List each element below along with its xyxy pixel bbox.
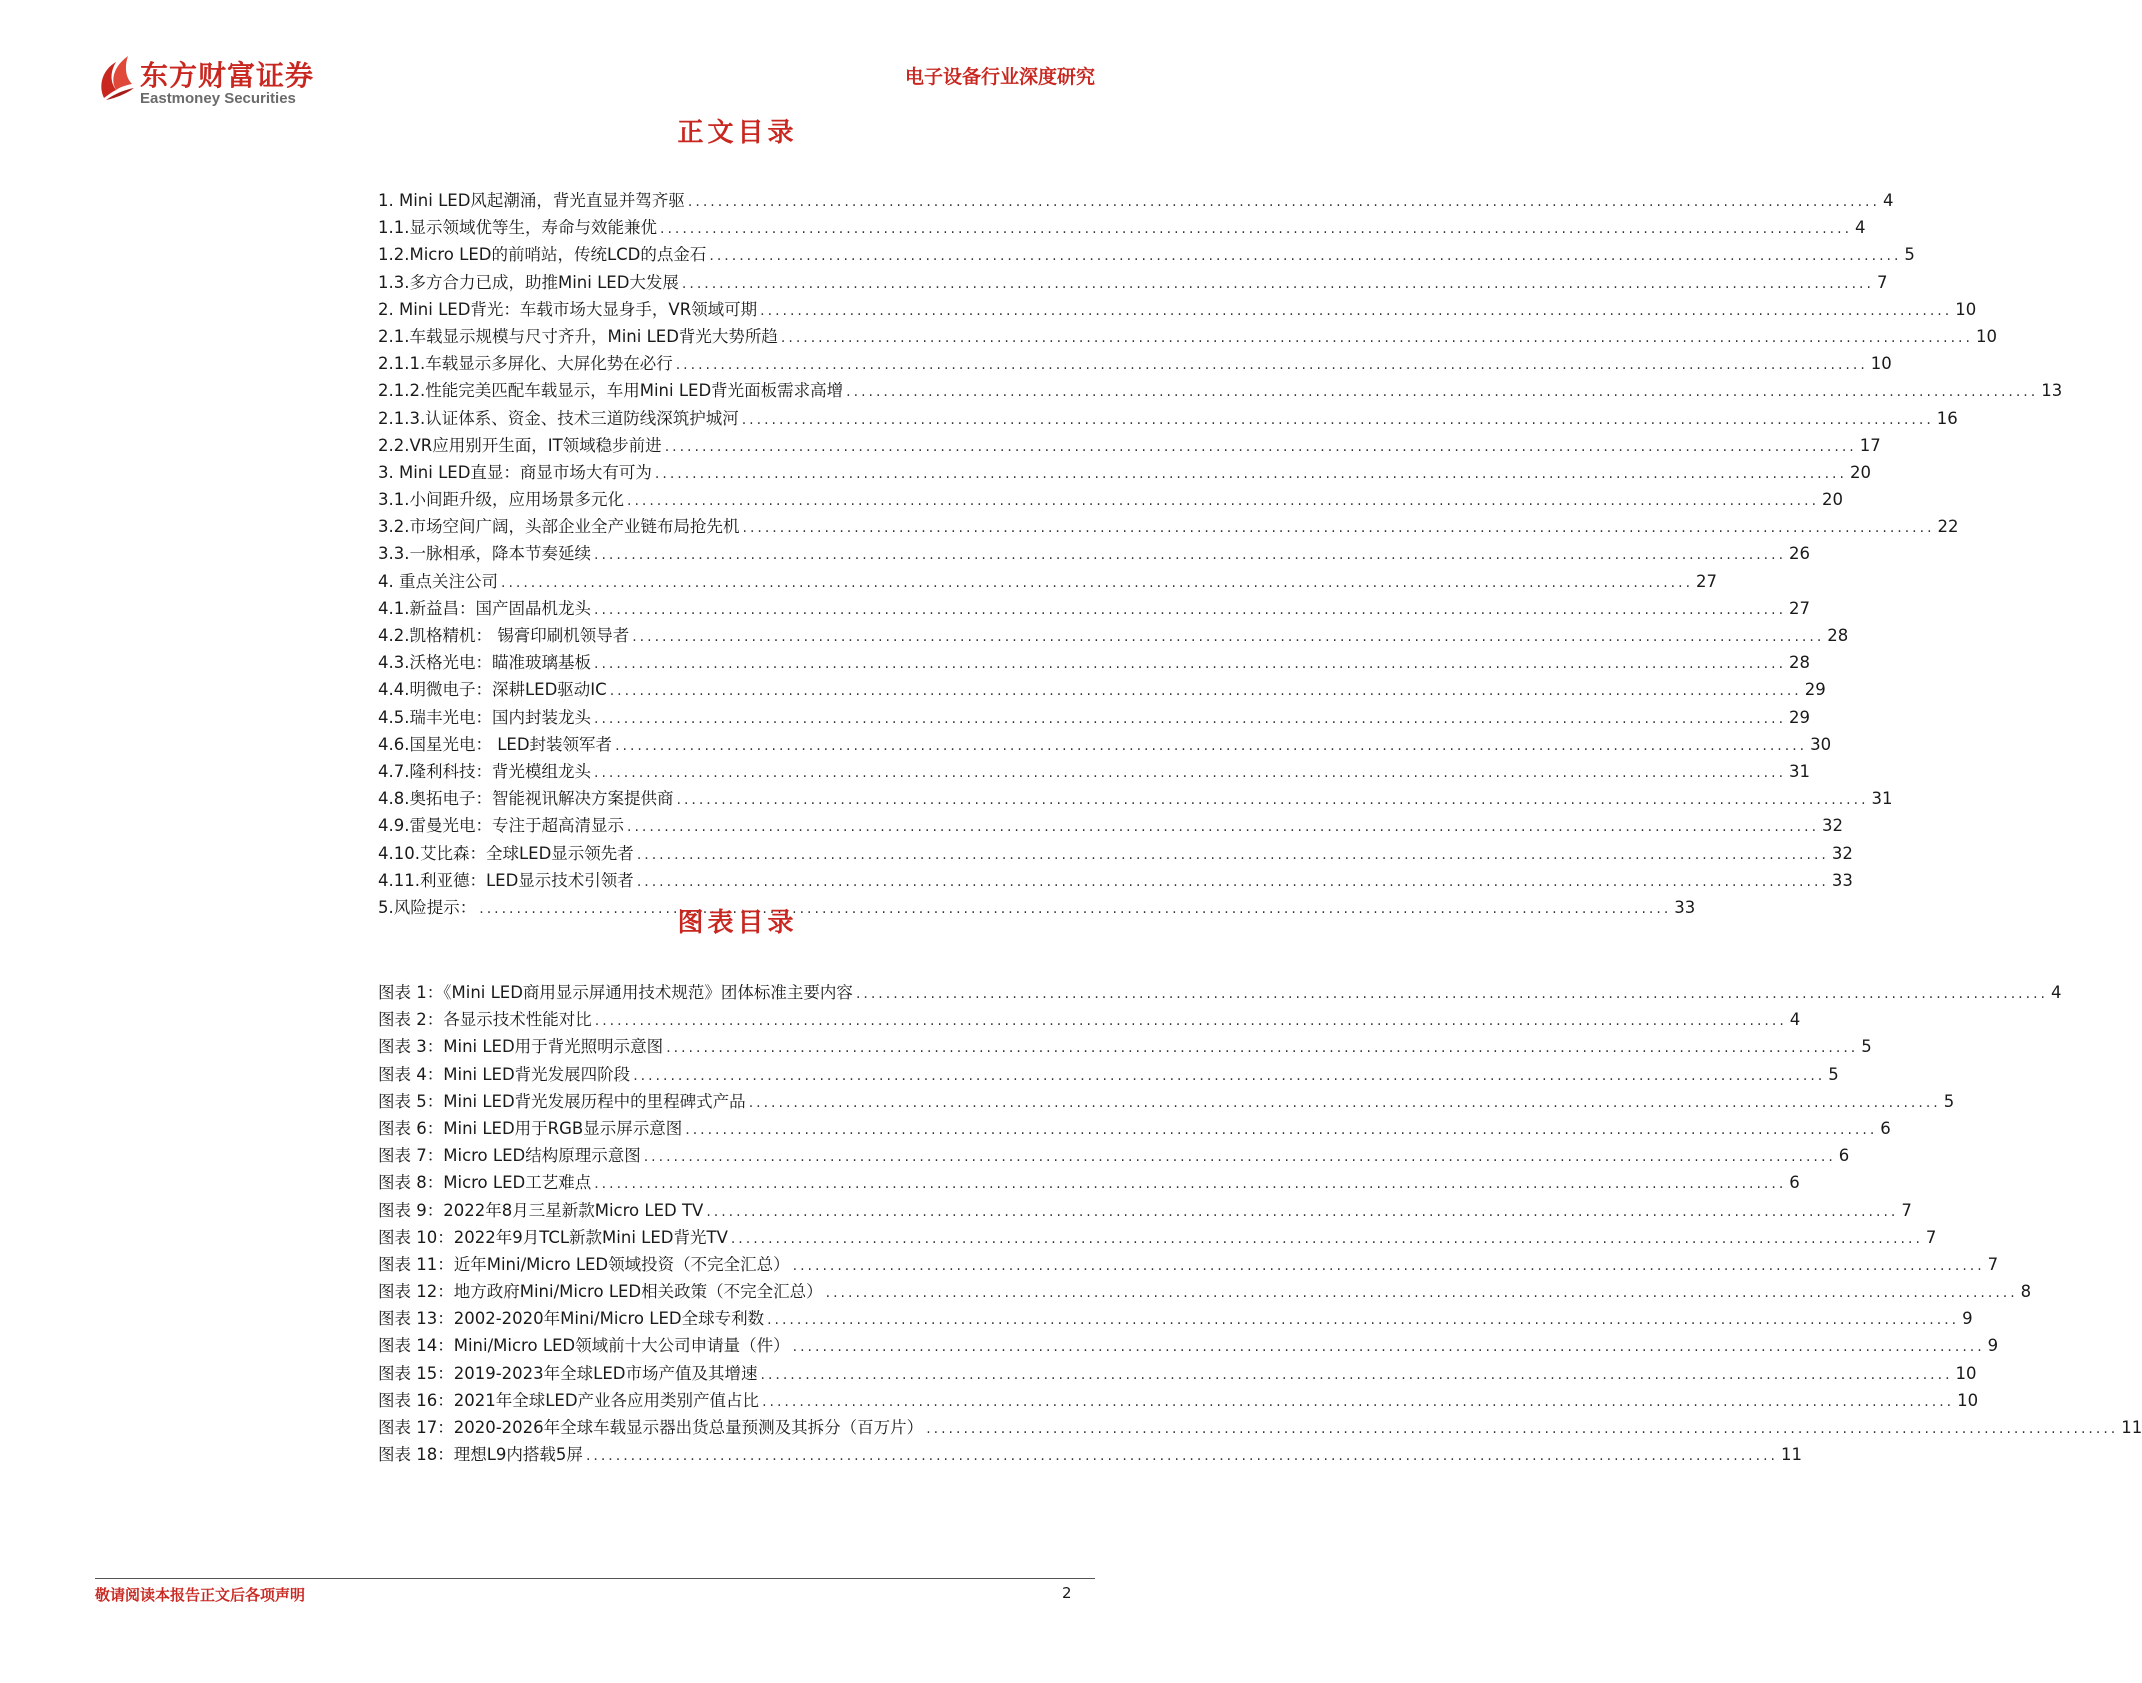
brand-name-cn: 东方财富证券 bbox=[140, 59, 315, 92]
toc-leader-dots: ................................................................................................................................................................ bbox=[643, 1149, 1836, 1166]
contents-entry-label: 5.风险提示： bbox=[378, 897, 477, 917]
figure-entry-label: 图表 7：Micro LED结构原理示意图 bbox=[378, 1146, 641, 1166]
toc-leader-dots: ................................................................................................................................................................ bbox=[675, 357, 1868, 374]
contents-entry-page: 5 bbox=[1904, 245, 1915, 265]
toc-leader-dots: ................................................................................................................................................................ bbox=[760, 302, 1953, 319]
contents-entry-label: 4.3.沃格光电：瞄准玻璃基板 bbox=[378, 653, 591, 673]
figure-entry-label: 图表 5：Mini LED背光发展历程中的里程碑式产品 bbox=[378, 1091, 746, 1111]
toc-leader-dots: ................................................................................................................................................................ bbox=[748, 1094, 1941, 1111]
toc-leader-dots: ................................................................................................................................................................ bbox=[594, 1176, 1787, 1193]
contents-entry[interactable] bbox=[378, 269, 1888, 296]
report-type: 电子设备行业深度研究 bbox=[904, 66, 1095, 88]
contents-entry[interactable] bbox=[378, 568, 1718, 595]
contents-entry-label: 2.1.3.认证体系、资金、技术三道防线深筑护城河 bbox=[378, 408, 739, 428]
figure-entry-label: 图表 13：2002-2020年Mini/Micro LED全球专利数 bbox=[378, 1309, 765, 1329]
toc-leader-dots: ................................................................................................................................................................ bbox=[594, 1013, 1787, 1030]
contents-entry-page: 20 bbox=[1822, 490, 1844, 510]
figure-entry-label: 图表 1：《Mini LED商用显示屏通用技术规范》团体标准主要内容 bbox=[378, 983, 853, 1002]
contents-entry[interactable] bbox=[378, 731, 1832, 758]
figure-entry[interactable] bbox=[378, 1115, 1891, 1142]
contents-entry[interactable] bbox=[378, 241, 1915, 268]
contents-entry[interactable] bbox=[378, 867, 1853, 894]
figure-entry-label: 图表 2：各显示技术性能对比 bbox=[378, 1010, 592, 1030]
contents-entry-page: 26 bbox=[1789, 544, 1811, 564]
figure-entry-page: 8 bbox=[2020, 1282, 2032, 1302]
contents-entry-page: 16 bbox=[1936, 408, 1958, 428]
contents-entry-page: 32 bbox=[1831, 843, 1853, 863]
figure-entry-page: 4 bbox=[2050, 983, 2062, 1002]
toc-leader-dots: ................................................................................................................................................................ bbox=[926, 1421, 2119, 1437]
toc-leader-dots: ................................................................................................................................................................ bbox=[632, 629, 1825, 645]
contents-entry-label: 4.7.隆利科技：背光模组龙头 bbox=[378, 761, 591, 781]
contents-entry[interactable] bbox=[378, 595, 1811, 622]
figure-entry-page: 6 bbox=[1880, 1118, 1891, 1138]
contents-entry-page: 17 bbox=[1859, 435, 1881, 455]
contents-entry-page: 4 bbox=[1855, 218, 1866, 238]
figure-entry[interactable] bbox=[378, 1251, 1999, 1278]
toc-leader-dots: ................................................................................................................................................................ bbox=[627, 493, 1820, 510]
figure-entry[interactable] bbox=[378, 1197, 1912, 1224]
figure-entry[interactable] bbox=[378, 1033, 1872, 1060]
toc-leader-dots: ................................................................................................................................................................ bbox=[741, 411, 1934, 428]
contents-entry[interactable] bbox=[378, 840, 1853, 867]
figure-entry[interactable] bbox=[378, 1332, 1999, 1359]
eastmoney-logo bbox=[96, 52, 356, 112]
contents-entry-label: 4.2.凯格精机： 锡膏印刷机领导者 bbox=[378, 626, 630, 645]
toc-leader-dots: ................................................................................................................................................................ bbox=[627, 819, 1820, 836]
toc-leader-dots: ................................................................................................................................................................ bbox=[730, 1230, 1923, 1247]
figure-entry-page: 10 bbox=[1957, 1390, 1979, 1410]
figure-entry-label: 图表 6：Mini LED用于RGB显示屏示意图 bbox=[378, 1118, 683, 1138]
toc-leader-dots: ................................................................................................................................................................ bbox=[633, 1067, 1826, 1084]
toc-leader-dots: ................................................................................................................................................................ bbox=[792, 1257, 1985, 1274]
contents-entry-label: 1.1.显示领域优等生，寿命与效能兼优 bbox=[378, 218, 657, 238]
figure-entry-page: 6 bbox=[1789, 1173, 1800, 1193]
contents-entry[interactable] bbox=[378, 350, 1892, 377]
contents-entry-page: 10 bbox=[1975, 326, 1997, 346]
contents-entry-label: 2.1.车载显示规模与尺寸齐升，Mini LED背光大势所趋 bbox=[378, 326, 778, 346]
toc-leader-dots: ................................................................................................................................................................ bbox=[792, 1339, 1985, 1356]
contents-entry-page: 10 bbox=[1955, 299, 1977, 319]
toc-leader-dots: ................................................................................................................................................................ bbox=[855, 986, 2048, 1002]
figure-entry-page: 7 bbox=[1901, 1200, 1912, 1220]
contents-entry-page: 29 bbox=[1804, 680, 1826, 700]
toc-leader-dots: ................................................................................................................................................................ bbox=[654, 465, 1847, 482]
contents-title: 正文目录 bbox=[677, 118, 798, 148]
brand-name-en: Eastmoney Securities bbox=[140, 90, 296, 107]
toc-leader-dots: ................................................................................................................................................................ bbox=[709, 248, 1902, 265]
toc-leader-dots: ................................................................................................................................................................ bbox=[681, 275, 1874, 292]
contents-entry-label: 4.11.利亚德：LED显示技术引领者 bbox=[378, 870, 634, 890]
contents-entry-label: 3.3.一脉相承，降本节奏延续 bbox=[378, 544, 591, 564]
contents-entry-page: 20 bbox=[1849, 462, 1871, 482]
figure-entry-page: 4 bbox=[1789, 1010, 1801, 1030]
figure-entry[interactable] bbox=[378, 979, 2062, 1006]
figure-entry[interactable] bbox=[378, 1360, 1977, 1387]
contents-entry[interactable] bbox=[378, 704, 1811, 731]
contents-entry-label: 2.1.2.性能完美匹配车载显示，车用Mini LED背光面板需求高增 bbox=[378, 381, 844, 401]
contents-entry-page: 33 bbox=[1831, 870, 1853, 890]
toc-leader-dots: ................................................................................................................................................................ bbox=[846, 384, 2039, 401]
contents-entry-label: 1.3.多方合力已成，助推Mini LED大发展 bbox=[378, 272, 679, 292]
figure-entry[interactable] bbox=[378, 1088, 1955, 1115]
contents-entry-page: 28 bbox=[1789, 653, 1811, 673]
contents-entry[interactable] bbox=[378, 486, 1844, 513]
contents-entry[interactable] bbox=[378, 758, 1811, 785]
toc-leader-dots: ................................................................................................................................................................ bbox=[660, 221, 1853, 238]
contents-entry-label: 1.2.Micro LED的前哨站，传统LCD的点金石 bbox=[378, 245, 707, 265]
contents-entry-label: 3.2.市场空间广阔，头部企业全产业链布局抢先机 bbox=[378, 517, 740, 537]
toc-leader-dots: ................................................................................................................................................................ bbox=[594, 710, 1787, 727]
contents-entry[interactable] bbox=[378, 323, 1997, 350]
toc-leader-dots: ................................................................................................................................................................ bbox=[594, 656, 1787, 673]
contents-entry-page: 33 bbox=[1674, 897, 1696, 917]
contents-entry-page: 7 bbox=[1876, 272, 1888, 292]
contents-entry[interactable] bbox=[378, 513, 1959, 540]
toc-leader-dots: ................................................................................................................................................................ bbox=[825, 1285, 2018, 1302]
contents-entry[interactable] bbox=[378, 405, 1958, 432]
figure-entry-label: 图表 11：近年Mini/Micro LED领域投资（不完全汇总） bbox=[378, 1254, 790, 1274]
figure-entry-label: 图表 14：Mini/Micro LED领域前十大公司申请量（件） bbox=[378, 1336, 790, 1356]
contents-entry-page: 27 bbox=[1696, 571, 1718, 591]
footer-disclaimer: 敬请阅读本报告正文后各项声明 bbox=[95, 1586, 306, 1604]
toc-leader-dots: ................................................................................................................................................................ bbox=[687, 194, 1880, 210]
figure-entry-page: 5 bbox=[1828, 1064, 1839, 1084]
toc-leader-dots: ................................................................................................................................................................ bbox=[706, 1203, 1899, 1220]
contents-entry[interactable] bbox=[378, 812, 1844, 839]
figures-list bbox=[378, 979, 2142, 1468]
figure-entry-page: 9 bbox=[1962, 1309, 1973, 1329]
contents-entry-page: 13 bbox=[2041, 381, 2063, 401]
figure-entry-label: 图表 18：理想L9内搭载5屏 bbox=[378, 1445, 583, 1465]
toc-leader-dots: ................................................................................................................................................................ bbox=[594, 764, 1787, 781]
figure-entry-label: 图表 3：Mini LED用于背光照明示意图 bbox=[378, 1037, 664, 1057]
toc-leader-dots: ................................................................................................................................................................ bbox=[609, 683, 1802, 700]
figure-entry-page: 9 bbox=[1987, 1336, 1999, 1356]
figure-entry-label: 图表 4：Mini LED背光发展四阶段 bbox=[378, 1064, 631, 1084]
figure-entry[interactable] bbox=[378, 1224, 1937, 1251]
figure-entry[interactable] bbox=[378, 1169, 1800, 1196]
toc-leader-dots: ................................................................................................................................................................ bbox=[615, 737, 1808, 754]
contents-entry-label: 3.1.小间距升级，应用场景多元化 bbox=[378, 490, 624, 510]
figure-entry-page: 7 bbox=[1925, 1227, 1937, 1247]
figure-entry[interactable] bbox=[378, 1414, 2142, 1441]
toc-leader-dots: ................................................................................................................................................................ bbox=[760, 1366, 1953, 1383]
contents-entry-page: 10 bbox=[1870, 354, 1892, 374]
contents-entry-page: 29 bbox=[1789, 707, 1811, 727]
footer-divider bbox=[95, 1578, 1095, 1579]
contents-entry-page: 31 bbox=[1871, 789, 1893, 809]
contents-entry-page: 31 bbox=[1789, 761, 1811, 781]
contents-entry[interactable] bbox=[378, 187, 1894, 214]
figure-entry[interactable] bbox=[378, 1387, 1979, 1414]
figure-entry-label: 图表 17：2020-2026年全球车载显示器出货总量预测及其拆分（百万片） bbox=[378, 1418, 924, 1437]
figure-entry-label: 图表 9：2022年8月三星新款Micro LED TV bbox=[378, 1200, 704, 1220]
toc-leader-dots: ................................................................................................................................................................ bbox=[636, 846, 1829, 863]
contents-entry-page: 27 bbox=[1789, 598, 1811, 618]
contents-entry[interactable] bbox=[378, 214, 1866, 241]
figure-entry[interactable] bbox=[378, 1006, 1801, 1033]
figure-entry-label: 图表 15：2019-2023年全球LED市场产值及其增速 bbox=[378, 1363, 758, 1383]
contents-entry-label: 4.10.艾比森：全球LED显示领先者 bbox=[378, 843, 634, 863]
contents-entry-page: 4 bbox=[1882, 191, 1894, 210]
contents-entry-label: 2. Mini LED背光：车载市场大显身手，VR领域可期 bbox=[378, 299, 758, 319]
toc-leader-dots: ................................................................................................................................................................ bbox=[594, 601, 1787, 618]
figure-entry-page: 10 bbox=[1955, 1363, 1977, 1383]
contents-entry[interactable] bbox=[378, 459, 1871, 486]
toc-leader-dots: ................................................................................................................................................................ bbox=[501, 574, 1694, 591]
figure-entry[interactable] bbox=[378, 1305, 1973, 1332]
figure-entry-label: 图表 12：地方政府Mini/Micro LED相关政策（不完全汇总） bbox=[378, 1282, 823, 1302]
toc-leader-dots: ................................................................................................................................................................ bbox=[742, 520, 1935, 537]
contents-entry-page: 22 bbox=[1937, 517, 1959, 537]
contents-entry[interactable] bbox=[378, 622, 1849, 649]
figure-entry-label: 图表 16：2021年全球LED产业各应用类别产值占比 bbox=[378, 1390, 760, 1410]
toc-leader-dots: ................................................................................................................................................................ bbox=[676, 792, 1869, 809]
contents-entry-label: 4.4.明微电子：深耕LED驱动IC bbox=[378, 680, 607, 700]
contents-entry-label: 4.9.雷曼光电：专注于超高清显示 bbox=[378, 816, 624, 836]
contents-entry-label: 4.6.国星光电： LED封装领军者 bbox=[378, 734, 613, 754]
contents-entry[interactable] bbox=[378, 540, 1811, 567]
toc-leader-dots: ................................................................................................................................................................ bbox=[780, 329, 1973, 346]
contents-entry[interactable] bbox=[378, 296, 1977, 323]
toc-leader-dots: ................................................................................................................................................................ bbox=[762, 1393, 1955, 1410]
figure-entry-page: 7 bbox=[1987, 1254, 1999, 1274]
contents-entry-label: 4.5.瑞丰光电：国内封装龙头 bbox=[378, 707, 591, 727]
contents-entry-label: 4. 重点关注公司 bbox=[378, 571, 498, 591]
page-number: 2 bbox=[1062, 1584, 1072, 1602]
contents-entry[interactable] bbox=[378, 676, 1826, 703]
contents-entry-label: 4.1.新益昌：国产固晶机龙头 bbox=[378, 598, 591, 618]
contents-entry[interactable] bbox=[378, 649, 1811, 676]
figure-entry-page: 6 bbox=[1838, 1146, 1850, 1166]
figure-entry-page: 11 bbox=[1780, 1445, 1802, 1465]
contents-entry-label: 2.1.1.车载显示多屏化、大屏化势在必行 bbox=[378, 354, 673, 374]
toc-leader-dots: ................................................................................................................................................................ bbox=[636, 873, 1829, 890]
figure-entry[interactable] bbox=[378, 1441, 1802, 1468]
figure-entry-page: 5 bbox=[1943, 1091, 1955, 1111]
contents-list bbox=[378, 187, 2063, 921]
contents-entry-label: 3. Mini LED直显：商显市场大有可为 bbox=[378, 462, 652, 482]
contents-entry-page: 32 bbox=[1822, 816, 1844, 836]
figure-entry[interactable] bbox=[378, 1278, 2032, 1305]
contents-entry[interactable] bbox=[378, 785, 1893, 812]
toc-leader-dots: ................................................................................................................................................................ bbox=[666, 1040, 1859, 1057]
contents-entry-page: 30 bbox=[1810, 734, 1832, 754]
contents-entry[interactable] bbox=[378, 377, 2063, 404]
toc-leader-dots: ................................................................................................................................................................ bbox=[594, 547, 1787, 564]
contents-entry-label: 4.8.奥拓电子：智能视讯解决方案提供商 bbox=[378, 789, 674, 809]
figure-entry-label: 图表 10：2022年9月TCL新款Mini LED背光TV bbox=[378, 1227, 728, 1247]
toc-leader-dots: ................................................................................................................................................................ bbox=[664, 438, 1857, 455]
figure-entry-page: 5 bbox=[1861, 1037, 1872, 1057]
figure-entry[interactable] bbox=[378, 1061, 1839, 1088]
contents-entry-label: 1. Mini LED风起潮涌，背光直显并驾齐驱 bbox=[378, 191, 685, 210]
contents-entry[interactable] bbox=[378, 432, 1881, 459]
figure-entry[interactable] bbox=[378, 1142, 1850, 1169]
figure-entry-page: 11 bbox=[2121, 1418, 2142, 1437]
figures-title: 图表目录 bbox=[677, 908, 798, 938]
figure-entry-label: 图表 8：Micro LED工艺难点 bbox=[378, 1173, 592, 1193]
toc-leader-dots: ................................................................................................................................................................ bbox=[685, 1121, 1878, 1138]
contents-entry-page: 28 bbox=[1827, 626, 1849, 645]
toc-leader-dots: ................................................................................................................................................................ bbox=[767, 1312, 1960, 1329]
toc-leader-dots: ................................................................................................................................................................ bbox=[585, 1448, 1778, 1465]
eastmoney-logo-icon bbox=[96, 52, 136, 102]
contents-entry-label: 2.2.VR应用别开生面，IT领域稳步前进 bbox=[378, 435, 662, 455]
toc-leader-dots: ................................................................................................................................................................ bbox=[479, 900, 1672, 917]
